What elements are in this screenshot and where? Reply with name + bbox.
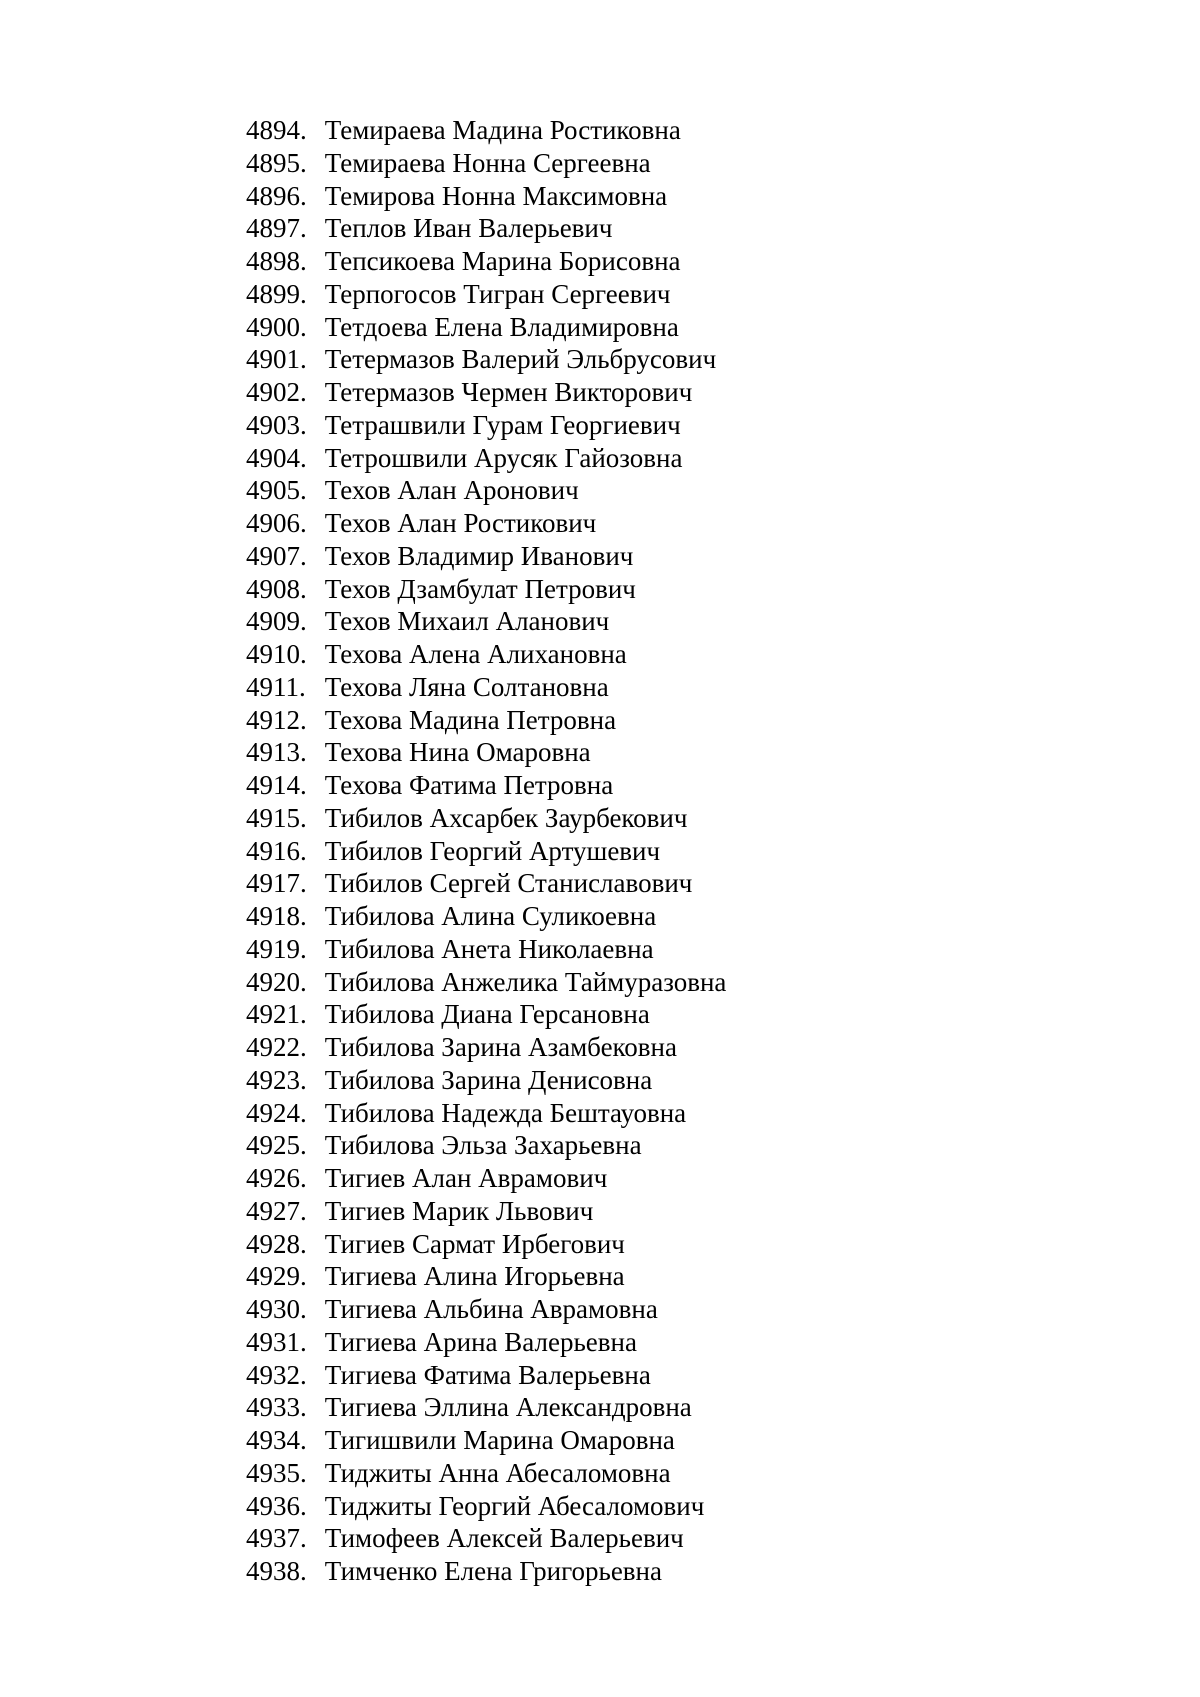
list-item xyxy=(246,1522,726,1555)
entry-name: Теплов Иван Валерьевич xyxy=(324,213,613,244)
entry-number: 4919. xyxy=(246,933,307,964)
entry-number: 4904. xyxy=(246,442,307,473)
entry-name: Тибилов Георгий Артушевич xyxy=(324,835,661,866)
entry-name: Техов Алан Ростикович xyxy=(324,508,597,538)
entry-name: Тетрашвили Гурам Георгиевич xyxy=(324,409,681,440)
list-item xyxy=(246,1555,726,1588)
entry-number: 4903. xyxy=(246,409,307,440)
entry-name: Техова Ляна Солтановна xyxy=(324,671,609,702)
entry-name: Тиджиты Анна Абесаломовна xyxy=(324,1457,671,1488)
entry-name: Тигиева Фатима Валерьевна xyxy=(324,1359,651,1390)
list-item xyxy=(246,180,726,213)
entry-number: 4920. xyxy=(246,966,307,997)
entry-name: Тигиев Марик Львович xyxy=(324,1195,594,1226)
entry-number: 4937. xyxy=(246,1523,307,1554)
entry-name: Техова Алена Алихановна xyxy=(324,639,627,669)
list-item xyxy=(246,1391,726,1424)
entry-number: 4907. xyxy=(246,540,307,571)
list-item xyxy=(246,1162,726,1195)
list-item xyxy=(246,507,726,540)
entry-number: 4901. xyxy=(246,344,307,375)
entry-number: 4909. xyxy=(246,606,307,637)
entry-number: 4917. xyxy=(246,868,307,899)
list-item xyxy=(246,605,726,638)
entry-name: Тигиев Сармат Ирбегович xyxy=(324,1228,625,1259)
list-item xyxy=(246,376,726,409)
entry-name: Тигиева Альбина Аврамовна xyxy=(324,1294,658,1324)
entry-name: Техов Михаил Аланович xyxy=(324,606,610,637)
entry-number: 4938. xyxy=(246,1556,307,1586)
entry-name: Тибилова Зарина Денисовна xyxy=(324,1064,653,1095)
list-item xyxy=(246,311,726,344)
entry-name: Тиджиты Георгий Абесаломович xyxy=(324,1490,705,1521)
entry-name: Тибилова Эльза Захарьевна xyxy=(324,1130,642,1161)
list-item xyxy=(246,474,726,507)
entry-number: 4927. xyxy=(246,1195,307,1226)
entry-number: 4928. xyxy=(246,1228,307,1259)
entry-number: 4912. xyxy=(246,704,307,735)
entry-name: Тибилов Ахсарбек Заурбекович xyxy=(324,802,688,833)
list-item xyxy=(246,998,726,1031)
entry-name: Техова Фатима Петровна xyxy=(324,770,614,800)
entry-number: 4929. xyxy=(246,1261,307,1292)
entry-number: 4921. xyxy=(246,999,307,1030)
entry-name: Тибилова Зарина Азамбековна xyxy=(324,1032,677,1062)
entry-name: Тигиева Алина Игорьевна xyxy=(324,1261,625,1292)
entry-number: 4935. xyxy=(246,1457,307,1488)
entry-name: Тигиев Алан Аврамович xyxy=(324,1163,608,1193)
entry-number: 4897. xyxy=(246,213,307,244)
list-item xyxy=(246,442,726,475)
entry-name: Тимченко Елена Григорьевна xyxy=(324,1556,662,1586)
entry-name: Тибилова Диана Герсановна xyxy=(324,999,650,1030)
name-list xyxy=(246,114,726,1588)
list-item xyxy=(246,900,726,933)
list-item xyxy=(246,736,726,769)
entry-name: Техова Мадина Петровна xyxy=(324,704,617,735)
entry-name: Терпогосов Тигран Сергеевич xyxy=(324,278,671,309)
list-item xyxy=(246,802,726,835)
entry-number: 4899. xyxy=(246,278,307,309)
list-item xyxy=(246,1097,726,1130)
entry-name: Тепсикоева Марина Борисовна xyxy=(324,246,681,276)
entry-number: 4934. xyxy=(246,1425,307,1455)
entry-number: 4914. xyxy=(246,770,307,800)
entry-name: Тимофеев Алексей Валерьевич xyxy=(324,1523,684,1554)
list-item xyxy=(246,704,726,737)
list-item xyxy=(246,540,726,573)
list-item xyxy=(246,1031,726,1064)
list-item xyxy=(246,1195,726,1228)
entry-number: 4931. xyxy=(246,1326,307,1357)
entry-number: 4896. xyxy=(246,180,307,211)
entry-number: 4910. xyxy=(246,639,307,669)
entry-name: Техова Нина Омаровна xyxy=(324,737,591,768)
entry-name: Темирова Нонна Максимовна xyxy=(324,180,668,211)
list-item xyxy=(246,835,726,868)
list-item xyxy=(246,245,726,278)
entry-name: Тигишвили Марина Омаровна xyxy=(324,1425,675,1455)
entry-number: 4894. xyxy=(246,115,307,145)
list-item xyxy=(246,966,726,999)
list-item xyxy=(246,278,726,311)
entry-number: 4911. xyxy=(246,671,306,702)
entry-number: 4905. xyxy=(246,475,307,506)
entry-number: 4933. xyxy=(246,1392,307,1423)
entry-number: 4922. xyxy=(246,1032,307,1062)
list-item xyxy=(246,1457,726,1490)
entry-name: Техов Дзамбулат Петрович xyxy=(324,573,636,604)
list-item xyxy=(246,638,726,671)
list-item xyxy=(246,1326,726,1359)
entry-number: 4925. xyxy=(246,1130,307,1161)
list-item xyxy=(246,867,726,900)
entry-number: 4902. xyxy=(246,377,307,407)
entry-name: Тибилов Сергей Станиславович xyxy=(324,868,693,899)
entry-number: 4906. xyxy=(246,508,307,538)
entry-number: 4926. xyxy=(246,1163,307,1193)
entry-number: 4924. xyxy=(246,1097,307,1128)
entry-number: 4895. xyxy=(246,147,307,178)
entry-name: Тибилова Анжелика Таймуразовна xyxy=(324,966,727,997)
entry-name: Темираева Нонна Сергеевна xyxy=(324,147,651,178)
list-item xyxy=(246,769,726,802)
entry-number: 4915. xyxy=(246,802,307,833)
list-item xyxy=(246,1490,726,1523)
entry-name: Тигиева Эллина Александровна xyxy=(324,1392,692,1423)
list-item xyxy=(246,1359,726,1392)
list-item xyxy=(246,1260,726,1293)
list-item xyxy=(246,343,726,376)
list-item xyxy=(246,1129,726,1162)
entry-name: Тигиева Арина Валерьевна xyxy=(324,1326,637,1357)
entry-number: 4936. xyxy=(246,1490,307,1521)
entry-number: 4918. xyxy=(246,901,307,931)
entry-name: Техов Алан Аронович xyxy=(324,475,579,506)
entry-number: 4923. xyxy=(246,1064,307,1095)
list-item xyxy=(246,1293,726,1326)
list-item xyxy=(246,1424,726,1457)
entry-number: 4932. xyxy=(246,1359,307,1390)
entry-number: 4908. xyxy=(246,573,307,604)
list-item xyxy=(246,114,726,147)
entry-name: Темираева Мадина Ростиковна xyxy=(324,115,681,145)
entry-name: Тетермазов Чермен Викторович xyxy=(324,377,693,407)
entry-name: Тибилова Алина Суликоевна xyxy=(324,901,657,931)
entry-number: 4916. xyxy=(246,835,307,866)
entry-number: 4900. xyxy=(246,311,307,342)
entry-number: 4913. xyxy=(246,737,307,768)
entry-name: Тетдоева Елена Владимировна xyxy=(324,311,679,342)
list-item xyxy=(246,573,726,606)
list-item xyxy=(246,933,726,966)
list-item xyxy=(246,212,726,245)
entry-number: 4898. xyxy=(246,246,307,276)
entry-name: Тибилова Анета Николаевна xyxy=(324,933,654,964)
list-item xyxy=(246,147,726,180)
entry-name: Тетрошвили Арусяк Гайозовна xyxy=(324,442,683,473)
entry-name: Тибилова Надежда Бештауовна xyxy=(324,1097,687,1128)
list-item xyxy=(246,1228,726,1261)
list-item xyxy=(246,1064,726,1097)
list-item xyxy=(246,671,726,704)
entry-name: Тетермазов Валерий Эльбрусович xyxy=(324,344,717,375)
entry-number: 4930. xyxy=(246,1294,307,1324)
entry-name: Техов Владимир Иванович xyxy=(324,540,634,571)
list-item xyxy=(246,409,726,442)
